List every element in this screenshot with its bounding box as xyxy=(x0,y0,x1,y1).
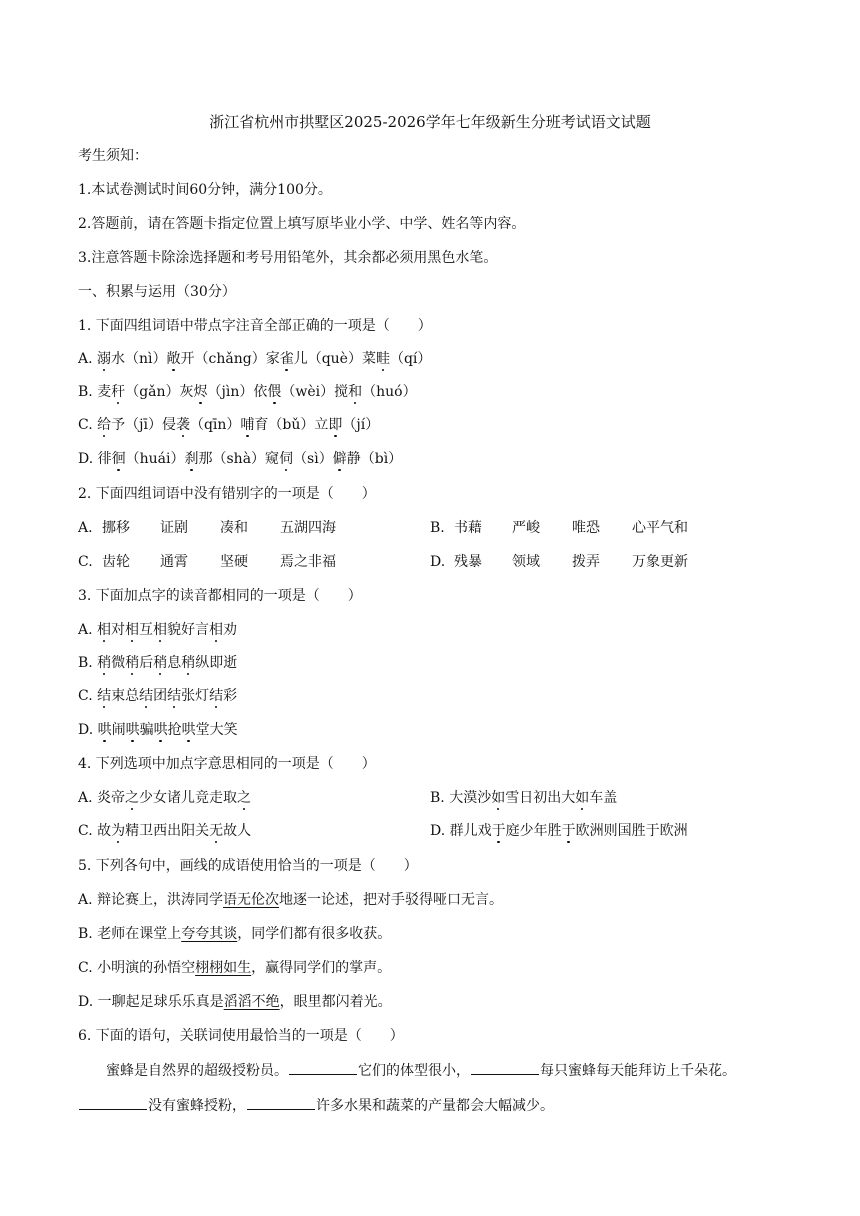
question-5-stem: 5. 下列各句中，画线的成语使用恰当的一项是（ ） xyxy=(78,858,418,874)
dotted-char: 雀 xyxy=(279,351,294,367)
question-6-passage-line-2: 没有蜜蜂授粉， 许多水果和蔬菜的产量都会大幅减少。 xyxy=(78,1095,554,1116)
question-2-option-d: D. 残暴 领域 拨弄 万象更新 xyxy=(430,554,688,570)
question-2-option-a: A. 挪移 证剧 凑和 五湖四海 xyxy=(78,520,336,536)
dotted-char: 僻 xyxy=(332,451,347,467)
dotted-char: 哄 xyxy=(125,722,140,738)
dotted-char: 相 xyxy=(209,622,224,638)
question-4-option-a: A. 炎帝之少女诸儿竞走取之 xyxy=(78,790,252,806)
dotted-char: 烬 xyxy=(193,384,208,400)
question-4-option-d: D. 群儿戏于庭少年胜于欧洲则国胜于欧洲 xyxy=(430,823,688,839)
answer-blank xyxy=(79,1095,147,1110)
dotted-char: 溺 xyxy=(97,351,112,367)
dotted-char: 稍 xyxy=(125,655,140,671)
underlined-idiom: 栩栩如生 xyxy=(195,960,252,976)
dotted-char: 于 xyxy=(561,823,576,839)
dotted-char: 相 xyxy=(125,622,140,638)
dotted-char: 相 xyxy=(153,622,168,638)
dotted-char: 哄 xyxy=(153,722,168,738)
underlined-idiom: 语无伦次 xyxy=(223,892,280,908)
dotted-char: 为 xyxy=(111,823,126,839)
dotted-char: 结 xyxy=(139,688,154,704)
question-3-stem: 3. 下面加点字的读音都相同的一项是（ ） xyxy=(78,588,362,604)
dotted-char: 之 xyxy=(125,790,140,806)
question-4-stem: 4. 下列选项中加点字意思相同的一项是（ ） xyxy=(78,756,376,772)
question-3-option-b: B. 稍微稍后稍息稍纵即逝 xyxy=(78,655,238,671)
answer-blank xyxy=(471,1060,539,1075)
underlined-idiom: 滔滔不绝 xyxy=(223,994,280,1010)
question-2-stem: 2. 下面四组词语中没有错别字的一项是（ ） xyxy=(78,486,376,502)
dotted-char: 即 xyxy=(328,417,343,433)
underlined-idiom: 夸夸其谈 xyxy=(181,926,238,942)
notice-item-2: 2.答题前，请在答题卡指定位置上填写原毕业小学、中学、姓名等内容。 xyxy=(78,216,526,232)
question-5-option-a: A. 辩论赛上，洪涛同学语无伦次地逐一论述，把对手驳得哑口无言。 xyxy=(78,892,504,908)
dotted-char: 如 xyxy=(491,790,506,806)
question-1-option-d: D. 徘徊（huái）刹那（shà）窥伺（sì）僻静（bì） xyxy=(78,451,403,467)
question-1-option-c: C. 给予（jī）侵袭（qīn）哺育（bǔ）立即（jí） xyxy=(78,417,380,433)
question-3-option-d: D. 哄闹哄骗哄抢哄堂大笑 xyxy=(78,722,238,738)
dotted-char: 袭 xyxy=(175,417,190,433)
dotted-char: 伺 xyxy=(279,451,294,467)
dotted-char: 稍 xyxy=(153,655,168,671)
answer-blank xyxy=(247,1095,315,1110)
dotted-char: 哺 xyxy=(240,417,255,433)
page-title: 浙江省杭州市拱墅区2025-2026学年七年级新生分班考试语文试题 xyxy=(209,113,651,131)
dotted-char: 结 xyxy=(167,688,182,704)
question-4-option-c: C. 故为精卫西出阳关无故人 xyxy=(78,823,252,839)
question-5-option-d: D. 一聊起足球乐乐真是滔滔不绝，眼里都闪着光。 xyxy=(78,994,392,1010)
dotted-char: 结 xyxy=(209,688,224,704)
dotted-char: 畦 xyxy=(375,351,390,367)
dotted-char: 无 xyxy=(209,823,224,839)
notice-item-1: 1.本试卷测试时间60分钟，满分100分。 xyxy=(78,182,332,198)
dotted-char: 相 xyxy=(97,622,112,638)
notice-heading: 考生须知： xyxy=(78,148,148,164)
question-1-stem: 1. 下面四组词语中带点字注音全部正确的一项是（ ） xyxy=(78,318,432,334)
question-5-option-b: B. 老师在课堂上夸夸其谈，同学们都有很多收获。 xyxy=(78,926,392,942)
dotted-char: 稍 xyxy=(181,655,196,671)
dotted-char: 之 xyxy=(237,790,252,806)
question-2-option-c: C. 齿轮 通霄 坚硬 焉之非福 xyxy=(78,554,336,570)
dotted-char: 和 xyxy=(348,384,363,400)
dotted-char: 结 xyxy=(97,688,112,704)
dotted-char: 于 xyxy=(491,823,506,839)
question-4-option-b: B. 大漠沙如雪日初出大如车盖 xyxy=(430,790,618,806)
dotted-char: 秆 xyxy=(111,384,126,400)
dotted-char: 敞 xyxy=(166,351,181,367)
question-1-option-a: A. 溺水（nì）敞开（chǎng）家雀儿（què）菜畦（qí） xyxy=(78,351,432,367)
dotted-char: 偎 xyxy=(267,384,282,400)
section-heading: 一、积累与运用（30分） xyxy=(78,284,236,300)
question-6-stem: 6. 下面的语句，关联词使用最恰当的一项是（ ） xyxy=(78,1028,404,1044)
question-3-option-c: C. 结束总结团结张灯结彩 xyxy=(78,688,238,704)
dotted-char: 给 xyxy=(97,417,112,433)
answer-blank xyxy=(289,1060,357,1075)
dotted-char: 稍 xyxy=(97,655,112,671)
dotted-char: 哄 xyxy=(97,722,112,738)
dotted-char: 刹 xyxy=(184,451,199,467)
dotted-char: 徊 xyxy=(111,451,126,467)
question-3-option-a: A. 相对相互相貌好言相劝 xyxy=(78,622,238,638)
question-1-option-b: B. 麦秆（gǎn）灰烬（jìn）依偎（wèi）搅和（huó） xyxy=(78,384,417,400)
notice-item-3: 3.注意答题卡除涂选择题和考号用铅笔外，其余都必须用黑色水笔。 xyxy=(78,250,498,266)
question-2-option-b: B. 书藉 严峻 唯恐 心平气和 xyxy=(430,520,688,536)
dotted-char: 哄 xyxy=(181,722,196,738)
dotted-char: 如 xyxy=(575,790,590,806)
question-5-option-c: C. 小明演的孙悟空栩栩如生，赢得同学们的掌声。 xyxy=(78,960,392,976)
question-6-passage-line-1: 蜜蜂是自然界的超级授粉员。 它们的体型很小， 每只蜜蜂每天能拜访上千朵花。 xyxy=(106,1060,736,1081)
